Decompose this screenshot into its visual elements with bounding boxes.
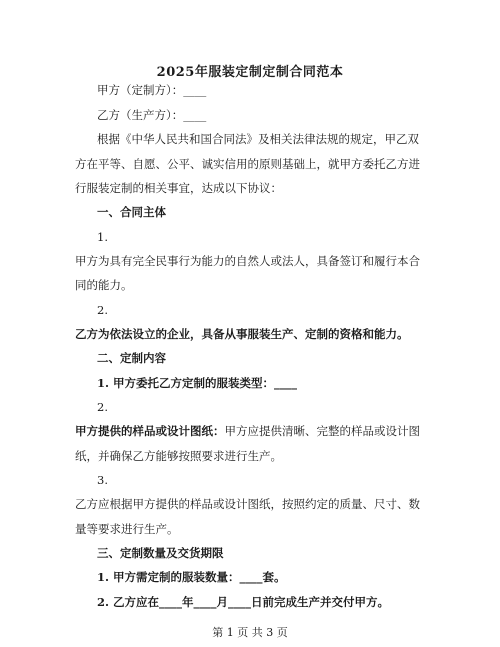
section-2-item-2-line-2: 纸，并确保乙方能够按照要求进行生产。 [75,449,282,463]
document-title: 2025年服装定制定制合同范本 [156,65,344,80]
sample-label: 甲方提供的样品或设计图纸： [75,424,225,438]
section-1-item-2-text: 乙方为依法设立的企业，具备从事服装生产、定制的资格和能力。 [75,327,409,341]
section-3-item-1: 1. 甲方需定制的服装数量：____套。 [97,570,286,584]
section-1-item-1-number: 1. [97,230,108,244]
party-b-line: 乙方（生产方）：____ [97,108,207,122]
section-1-heading: 一、合同主体 [97,205,166,219]
section-1-item-1-line-1: 甲方为具有完全民事行为能力的自然人或法人，具备签订和履行本合 [75,254,420,268]
section-2-item-3-line-1: 乙方应根据甲方提供的样品或设计图纸，按照约定的质量、尺寸、数 [75,497,420,511]
section-2-heading: 二、定制内容 [97,351,166,365]
section-1-item-2-number: 2. [97,303,108,317]
section-1-item-1-line-2: 同的能力。 [75,278,133,292]
section-3-item-2: 2. 乙方应在____年____月____日前完成生产并交付甲方。 [97,595,390,609]
preamble-line-2: 方在平等、自愿、公平、诚实信用的原则基础上，就甲方委托乙方进 [75,157,420,171]
section-2-item-3-number: 3. [97,473,108,487]
section-2-item-2-line-1 [75,424,420,438]
section-3-heading: 三、定制数量及交货期限 [97,546,224,560]
section-2-item-1: 1. 甲方委托乙方定制的服装类型：____ [97,376,298,390]
page-footer: 第 1 页 共 3 页 [212,626,288,639]
sample-description: 甲方应提供清晰、完整的样品或设计图 [224,424,420,438]
preamble-line-3: 行服装定制的相关事宜，达成以下协议： [75,181,282,195]
section-2-item-3-line-2: 量等要求进行生产。 [75,522,179,536]
party-a-line: 甲方（定制方）：____ [97,83,207,97]
preamble-line-1: 根据《中华人民共和国合同法》及相关法律法规的规定，甲乙双 [97,132,419,146]
section-2-item-2-number: 2. [97,400,108,414]
